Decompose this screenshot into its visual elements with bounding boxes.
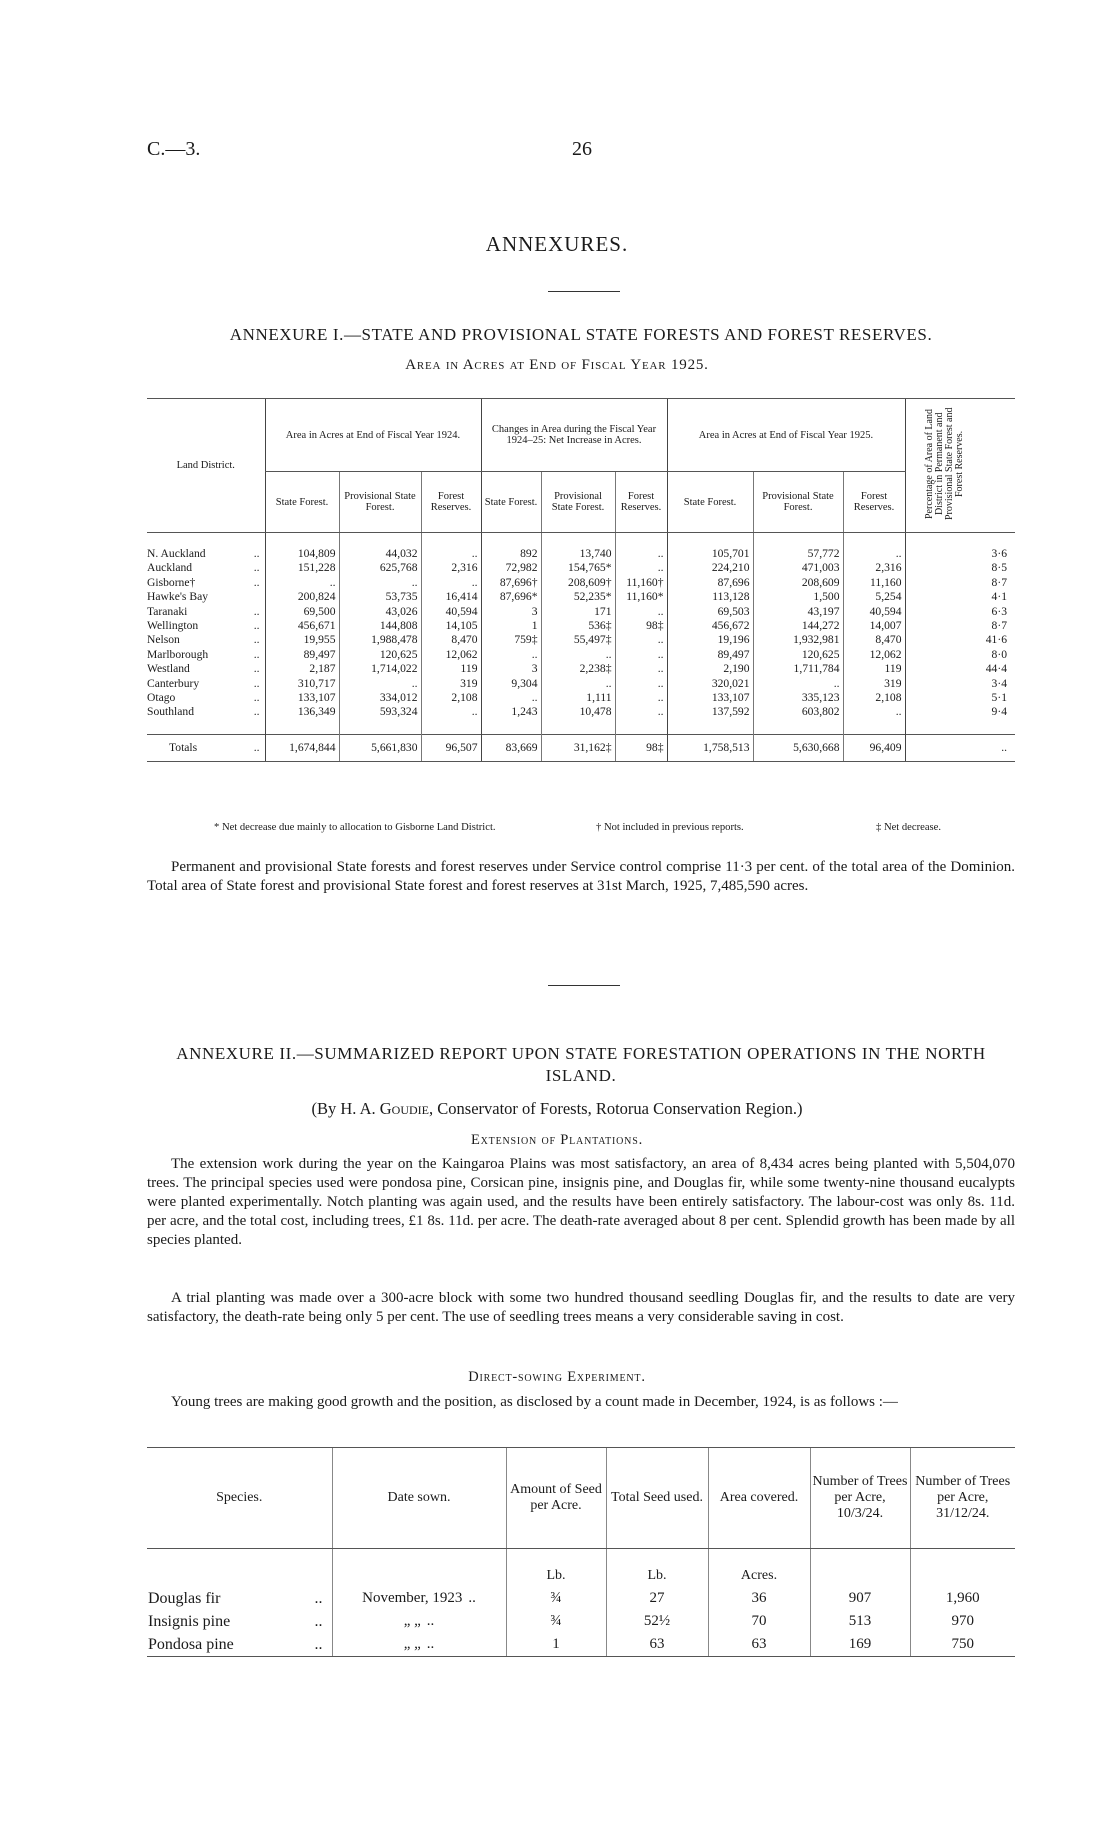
cell: 1,932,981 [753, 633, 843, 647]
cell: 4·1 [905, 590, 1015, 604]
cell: 3 [481, 605, 541, 619]
section-extension-heading: Extension of Plantations. [471, 1132, 643, 1148]
cell: 44·4 [905, 662, 1015, 676]
cell: 3 [481, 662, 541, 676]
leader-dots: .. [253, 619, 260, 633]
totals-cell: 96,507 [421, 734, 481, 761]
cell: .. [421, 547, 481, 561]
cell: 593,324 [339, 705, 421, 719]
sowing-col-4: Total Seed used. [606, 1448, 708, 1549]
land-district-name: Hawke's Bay [147, 590, 209, 604]
cell: 19,196 [667, 633, 753, 647]
land-district-name: Canterbury [147, 676, 200, 690]
subcol-2: Provisional State Forest. [339, 472, 421, 533]
totals-cell: 31,162‡ [541, 734, 615, 761]
cell: .. [339, 677, 421, 691]
annex1-subtitle: Area in Acres at End of Fiscal Year 1925. [405, 357, 709, 373]
cell: 1,988,478 [339, 633, 421, 647]
cell: 154,765* [541, 561, 615, 575]
leader-dots: .. [314, 1613, 323, 1630]
cell: .. [615, 705, 667, 719]
table-row [147, 547, 1015, 561]
cell: 11,160† [615, 576, 667, 590]
land-district-name: N. Auckland [147, 547, 206, 560]
annex2-title: ANNEXURE II.—SUMMARIZED REPORT UPON STATE FORESTATION OPERATIONS IN THE NORTH ISLAND. [176, 1044, 986, 1085]
cell: 2,316 [843, 561, 905, 575]
land-district-name: Gisborne† [147, 575, 196, 589]
cell: 456,671 [265, 619, 339, 633]
leader-dots: .. [426, 1613, 435, 1629]
value-cell: ¾ [506, 1587, 606, 1610]
leader-dots: .. [253, 547, 260, 560]
cell: 9·4 [905, 705, 1015, 719]
cell: .. [615, 633, 667, 647]
cell: 87,696† [481, 576, 541, 590]
cell: 8,470 [421, 633, 481, 647]
cell: 310,717 [265, 677, 339, 691]
cell: 8·5 [905, 561, 1015, 575]
cell: 1,714,022 [339, 662, 421, 676]
cell: 8·7 [905, 619, 1015, 633]
table-row [147, 691, 1015, 705]
date-value: „ „ [403, 1636, 421, 1652]
annex1-paragraph: Permanent and provisional State forests and forest reserves under Service control comprise 11·3 per cent. of the total area of the Dominion. Total area of State forest and provisional State forest and forest reserves at 31st March, 1925, 7,485,590 acres. [147, 859, 1015, 894]
cell: 319 [843, 677, 905, 691]
col-percentage [905, 399, 1015, 533]
cell: .. [541, 648, 615, 662]
cell: .. [843, 705, 905, 719]
table-row [147, 1610, 1015, 1633]
date-value: November, 1923 [362, 1590, 463, 1606]
byline-name: Goudie [379, 1099, 430, 1118]
subcol-3: Forest Reserves. [421, 472, 481, 533]
cell: 133,107 [667, 691, 753, 705]
cell: 335,123 [753, 691, 843, 705]
cell: 1,711,784 [753, 662, 843, 676]
cell: 456,672 [667, 619, 753, 633]
cell: 16,414 [421, 590, 481, 604]
table-row [147, 1633, 1015, 1657]
value-cell: 513 [810, 1610, 910, 1633]
section-rule [548, 985, 620, 986]
value-cell: ¾ [506, 1610, 606, 1633]
cell: 2,316 [421, 561, 481, 575]
table-row [147, 605, 1015, 619]
cell: 43,026 [339, 605, 421, 619]
leader-dots: .. [253, 676, 260, 690]
sowing-col-7: Number of Trees per Acre, 31/12/24. [910, 1448, 1015, 1549]
land-district-cell [147, 705, 265, 719]
cell: 759‡ [481, 633, 541, 647]
cell: .. [481, 648, 541, 662]
cell: 69,500 [265, 605, 339, 619]
date-cell [332, 1633, 506, 1657]
leader-dots: .. [253, 604, 260, 618]
cell: 89,497 [265, 648, 339, 662]
leader-dots: .. [468, 1590, 476, 1606]
footnote-1: * Net decrease due mainly to allocation to Gisborne Land District. [214, 822, 496, 833]
leader-dots: .. [253, 575, 260, 589]
cell: 892 [481, 547, 541, 561]
cell: 8,470 [843, 633, 905, 647]
forest-area-table [147, 398, 1015, 762]
land-district-cell [147, 605, 265, 619]
cell: 208,609† [541, 576, 615, 590]
cell: .. [339, 576, 421, 590]
cell: 2,238‡ [541, 662, 615, 676]
cell: 98‡ [615, 619, 667, 633]
cell: 171 [541, 605, 615, 619]
cell: 1,111 [541, 691, 615, 705]
group-changes: Changes in Area during the Fiscal Year 1924–25: Net Increase in Acres. [481, 399, 667, 472]
leader-dots: .. [253, 740, 260, 754]
col-percentage-label: Percentage of Area of Land District in Permanent and Provisional State Forest and Forest Reserves. [924, 407, 966, 521]
land-district-name: Westland [147, 662, 190, 676]
land-district-name: Wellington [147, 619, 199, 633]
leader-dots: .. [253, 691, 260, 705]
cell: 5,254 [843, 590, 905, 604]
totals-label-cell [147, 734, 265, 761]
cell: 3·4 [905, 677, 1015, 691]
cell: 119 [843, 662, 905, 676]
cell: 69,503 [667, 605, 753, 619]
unit-cell: Acres. [708, 1549, 810, 1588]
land-district-name: Otago [147, 691, 176, 705]
leader-dots: .. [253, 561, 260, 575]
cell: 119 [421, 662, 481, 676]
totals-cell: 1,674,844 [265, 734, 339, 761]
date-cell [332, 1587, 506, 1610]
cell: 12,062 [843, 648, 905, 662]
section-direct-sowing-heading: Direct-sowing Experiment. [468, 1369, 646, 1385]
table-row [147, 705, 1015, 719]
cell: 72,982 [481, 561, 541, 575]
land-district-name: Southland [147, 705, 195, 719]
land-district-name: Auckland [147, 561, 193, 575]
table-row [147, 576, 1015, 590]
cell: 14,007 [843, 619, 905, 633]
species-cell [147, 1610, 332, 1633]
unit-cell [332, 1549, 506, 1588]
cell: 120,625 [753, 648, 843, 662]
unit-cell [810, 1549, 910, 1588]
cell: 40,594 [843, 605, 905, 619]
cell: .. [753, 677, 843, 691]
cell: .. [421, 705, 481, 719]
species-name: Douglas fir [148, 1590, 221, 1607]
cell: 52,235* [541, 590, 615, 604]
leader-dots: .. [253, 662, 260, 676]
cell: 14,105 [421, 619, 481, 633]
sowing-col-3: Amount of Seed per Acre. [506, 1448, 606, 1549]
cell: 44,032 [339, 547, 421, 561]
cell: 104,809 [265, 547, 339, 561]
value-cell: 169 [810, 1633, 910, 1657]
cell: 2,190 [667, 662, 753, 676]
land-district-cell [147, 691, 265, 705]
title-rule [548, 291, 620, 292]
land-district-cell [147, 576, 265, 590]
unit-cell [910, 1549, 1015, 1588]
cell: 2,187 [265, 662, 339, 676]
table-row [147, 633, 1015, 647]
value-cell: 1,960 [910, 1587, 1015, 1610]
cell: 12,062 [421, 648, 481, 662]
cell: 200,824 [265, 590, 339, 604]
date-cell [332, 1610, 506, 1633]
cell: 89,497 [667, 648, 753, 662]
sowing-col-5: Area covered. [708, 1448, 810, 1549]
cell: .. [265, 576, 339, 590]
cell: 8·7 [905, 576, 1015, 590]
cell: 625,768 [339, 561, 421, 575]
cell: 53,735 [339, 590, 421, 604]
subcol-9: Forest Reserves. [843, 472, 905, 533]
cell: 1 [481, 619, 541, 633]
units-row [147, 1549, 1015, 1588]
cell: 5·1 [905, 691, 1015, 705]
cell: 1,500 [753, 590, 843, 604]
land-district-cell [147, 677, 265, 691]
cell: 8·0 [905, 648, 1015, 662]
cell: 208,609 [753, 576, 843, 590]
unit-cell [147, 1549, 332, 1588]
table-row [147, 648, 1015, 662]
sowing-col-2: Date sown. [332, 1448, 506, 1549]
table-row [147, 561, 1015, 575]
cell: 113,128 [667, 590, 753, 604]
cell: 320,021 [667, 677, 753, 691]
page-number: 26 [572, 138, 592, 160]
cell: 40,594 [421, 605, 481, 619]
totals-cell: 98‡ [615, 734, 667, 761]
col-land-district: Land District. [147, 399, 265, 533]
cell: 11,160 [843, 576, 905, 590]
subcol-8: Provisional State Forest. [753, 472, 843, 533]
cell: 87,696* [481, 590, 541, 604]
cell: 43,197 [753, 605, 843, 619]
cell: 319 [421, 677, 481, 691]
cell: .. [615, 561, 667, 575]
leader-dots: .. [253, 647, 260, 661]
cell: 1,243 [481, 705, 541, 719]
cell: 10,478 [541, 705, 615, 719]
cell: 224,210 [667, 561, 753, 575]
cell: .. [843, 547, 905, 561]
main-title: ANNEXURES. [485, 232, 629, 256]
table-row [147, 619, 1015, 633]
group-1924: Area in Acres at End of Fiscal Year 1924. [265, 399, 481, 472]
value-cell: 1 [506, 1633, 606, 1657]
cell: 11,160* [615, 590, 667, 604]
land-district-cell [147, 633, 265, 647]
value-cell: 750 [910, 1633, 1015, 1657]
cell: 137,592 [667, 705, 753, 719]
cell: 334,012 [339, 691, 421, 705]
totals-row [147, 734, 1015, 761]
cell: 471,003 [753, 561, 843, 575]
sowing-col-6: Number of Trees per Acre, 10/3/24. [810, 1448, 910, 1549]
byline-post: , Conservator of Forests, Rotorua Conservation Region.) [429, 1099, 803, 1118]
value-cell: 907 [810, 1587, 910, 1610]
direct-sowing-table [147, 1447, 1015, 1657]
footnote-2: † Not included in previous reports. [596, 822, 744, 833]
cell: 6·3 [905, 605, 1015, 619]
byline-pre: (By H. A. [311, 1099, 376, 1118]
leader-dots: .. [314, 1590, 323, 1607]
land-district-cell [147, 648, 265, 662]
totals-label: Totals [169, 740, 198, 754]
sowing-col-1: Species. [147, 1448, 332, 1549]
value-cell: 970 [910, 1610, 1015, 1633]
land-district-cell [147, 561, 265, 575]
value-cell: 36 [708, 1587, 810, 1610]
table-row [147, 677, 1015, 691]
value-cell: 63 [708, 1633, 810, 1657]
footnote-3: ‡ Net decrease. [876, 822, 941, 833]
extension-paragraph-1: The extension work during the year on the Kaingaroa Plains was most satisfactory, an area of 8,434 acres being planted with 5,504,070 trees. The principal species used were pondosa pine, Corsican pine, insignis pine, and Douglas fir, while some twenty-nine thousand eucalypts were planted experimentally. Notch planting was again used, and the results have been entirely satisfactory. The labour-cost was only 8s. 11d. per acre, and the total cost, including trees, £1 8s. 11d. per acre. The death-rate averaged about 8 per cent. Splendid growth has been made by all species planted. [147, 1156, 1015, 1248]
totals-cell: 96,409 [843, 734, 905, 761]
cell: 3·6 [905, 547, 1015, 561]
leader-dots: .. [253, 705, 260, 719]
land-district-name: Marlborough [147, 647, 209, 661]
species-cell [147, 1587, 332, 1610]
date-value: „ „ [403, 1613, 421, 1629]
cell: 2,108 [843, 691, 905, 705]
cell: 9,304 [481, 677, 541, 691]
land-district-name: Taranaki [147, 604, 188, 618]
value-cell: 52½ [606, 1610, 708, 1633]
cell: .. [615, 677, 667, 691]
cell: 105,701 [667, 547, 753, 561]
value-cell: 27 [606, 1587, 708, 1610]
land-district-cell [147, 619, 265, 633]
table-row [147, 1587, 1015, 1610]
cell: 536‡ [541, 619, 615, 633]
cell: 41·6 [905, 633, 1015, 647]
subcol-5: Provisional State Forest. [541, 472, 615, 533]
group-1925: Area in Acres at End of Fiscal Year 1925. [667, 399, 905, 472]
leader-dots: .. [314, 1636, 323, 1653]
subcol-7: State Forest. [667, 472, 753, 533]
cell: .. [421, 576, 481, 590]
land-district-cell [147, 662, 265, 676]
land-district-cell [147, 590, 265, 604]
totals-cell: 5,630,668 [753, 734, 843, 761]
subcol-6: Forest Reserves. [615, 472, 667, 533]
value-cell: 70 [708, 1610, 810, 1633]
totals-cell: 83,669 [481, 734, 541, 761]
table-row [147, 662, 1015, 676]
totals-cell: 5,661,830 [339, 734, 421, 761]
direct-sowing-paragraph: Young trees are making good growth and the position, as disclosed by a count made in December, 1924, is as follows :— [171, 1394, 898, 1410]
cell: 13,740 [541, 547, 615, 561]
annex1-title: ANNEXURE I.—STATE AND PROVISIONAL STATE FORESTS AND FOREST RESERVES. [229, 325, 933, 344]
cell: 2,108 [421, 691, 481, 705]
unit-cell: Lb. [506, 1549, 606, 1588]
cell: 151,228 [265, 561, 339, 575]
cell: 144,808 [339, 619, 421, 633]
subcol-1: State Forest. [265, 472, 339, 533]
totals-cell: 1,758,513 [667, 734, 753, 761]
cell: .. [615, 691, 667, 705]
cell: 120,625 [339, 648, 421, 662]
extension-paragraph-2: A trial planting was made over a 300-acre block with some two hundred thousand seedling Douglas fir, and the results to date are very satisfactory, the death-rate being only 5 per cent. The use of seedling trees means a very considerable saving in cost. [147, 1290, 1015, 1325]
cell: .. [615, 662, 667, 676]
totals-cell: .. [905, 734, 1015, 761]
cell: 19,955 [265, 633, 339, 647]
species-cell [147, 1633, 332, 1657]
cell: 55,497‡ [541, 633, 615, 647]
cell: 57,772 [753, 547, 843, 561]
cell: .. [615, 648, 667, 662]
species-name: Pondosa pine [148, 1636, 234, 1653]
cell: 87,696 [667, 576, 753, 590]
cell: .. [481, 691, 541, 705]
species-name: Insignis pine [148, 1613, 231, 1630]
value-cell: 63 [606, 1633, 708, 1657]
unit-cell: Lb. [606, 1549, 708, 1588]
leader-dots: .. [253, 633, 260, 647]
table-row [147, 590, 1015, 604]
land-district-name: Nelson [147, 633, 180, 647]
leader-dots: .. [426, 1636, 435, 1652]
cell: 603,802 [753, 705, 843, 719]
subcol-4: State Forest. [481, 472, 541, 533]
cell: 136,349 [265, 705, 339, 719]
annex2-byline [0, 1099, 1114, 1119]
land-district-cell [147, 547, 265, 561]
page-id: C.—3. [147, 138, 201, 160]
cell: 144,272 [753, 619, 843, 633]
cell: .. [615, 605, 667, 619]
cell: .. [541, 677, 615, 691]
cell: .. [615, 547, 667, 561]
cell: 133,107 [265, 691, 339, 705]
